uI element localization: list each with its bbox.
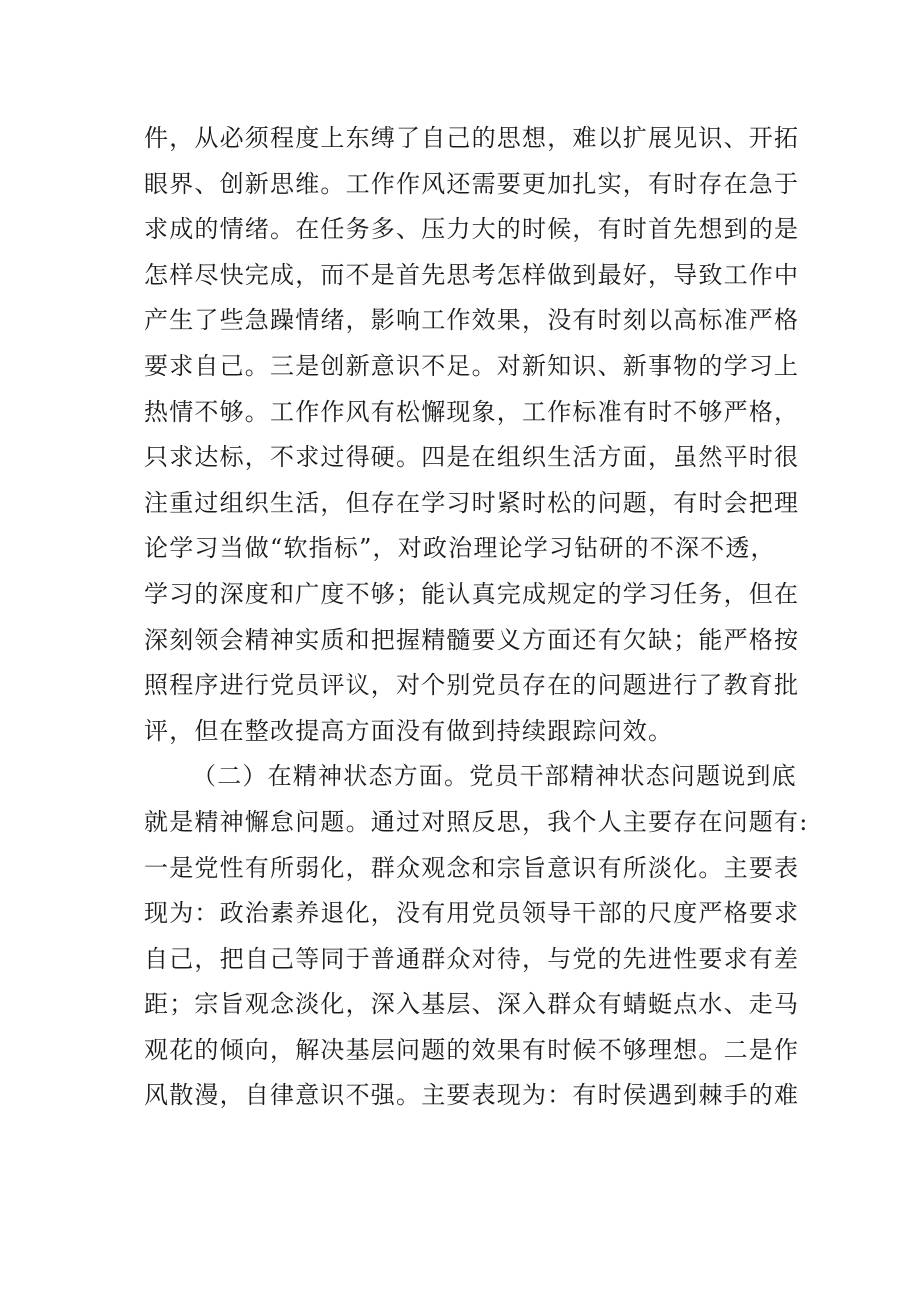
body-text [144,116,809,1119]
text-line: 眼界、创新思维。工作作风还需要更加扎实，有时存在急于 [144,169,800,198]
text-line: 要求自己。三是创新意识不足。对新知识、新事物的学习上 [144,351,800,380]
text-line: 一是党性有所弱化，群众观念和宗旨意识有所淡化。主要表 [144,853,800,882]
text-line: 学习的深度和广度不够；能认真完成规定的学习任务，但在 [144,579,800,608]
text-line: 产生了些急躁情绪，影响工作效果，没有时刻以高标准严格 [144,306,800,335]
text-line: 求成的情绪。在任务多、压力大的时候，有时首先想到的是 [144,215,800,244]
text-line: 热情不够。工作作风有松懈现象，工作标准有时不够严格， [144,397,800,426]
text-line: 照程序进行党员评议，对个别党员存在的问题进行了教育批 [144,671,800,700]
text-line: 风散漫，自律意识不强。主要表现为：有时侯遇到棘手的难 [144,1081,800,1110]
text-line: 现为：政治素养退化，没有用党员领导干部的尺度严格要求 [144,899,800,928]
text-line: 论学习当做“软指标”，对政治理论学习钻研的不深不透， [144,534,776,563]
text-line: 深刻领会精神实质和把握精髓要义方面还有欠缺；能严格按 [144,625,800,654]
text-line: 自己，把自己等同于普通群众对待，与党的先进性要求有差 [144,944,800,973]
text-line: 件，从必须程度上东缚了自己的思想，难以扩展见识、开拓 [144,124,800,152]
text-line: 只求达标，不求过得硬。四是在组织生活方面，虽然平时很 [144,443,800,472]
text-line: 评，但在整改提高方面没有做到持续跟踪问效。 [144,716,674,745]
section-heading-line: （二）在精神状态方面。党员干部精神状态问题说到底 [192,762,797,791]
text-line: 就是精神懈怠问题。通过对照反思，我个人主要存在问题有: [144,807,809,836]
text-line: 观花的倾向，解决基层问题的效果有时候不够理想。二是作 [144,1035,800,1064]
text-line: 距；宗旨观念淡化，深入基层、深入群众有蜻蜓点水、走马 [144,990,800,1019]
text-line: 怎样尽快完成，而不是首先思考怎样做到最好，导致工作中 [144,260,800,289]
text-line: 注重过组织生活，但存在学习时紧时松的问题，有时会把理 [144,488,800,517]
